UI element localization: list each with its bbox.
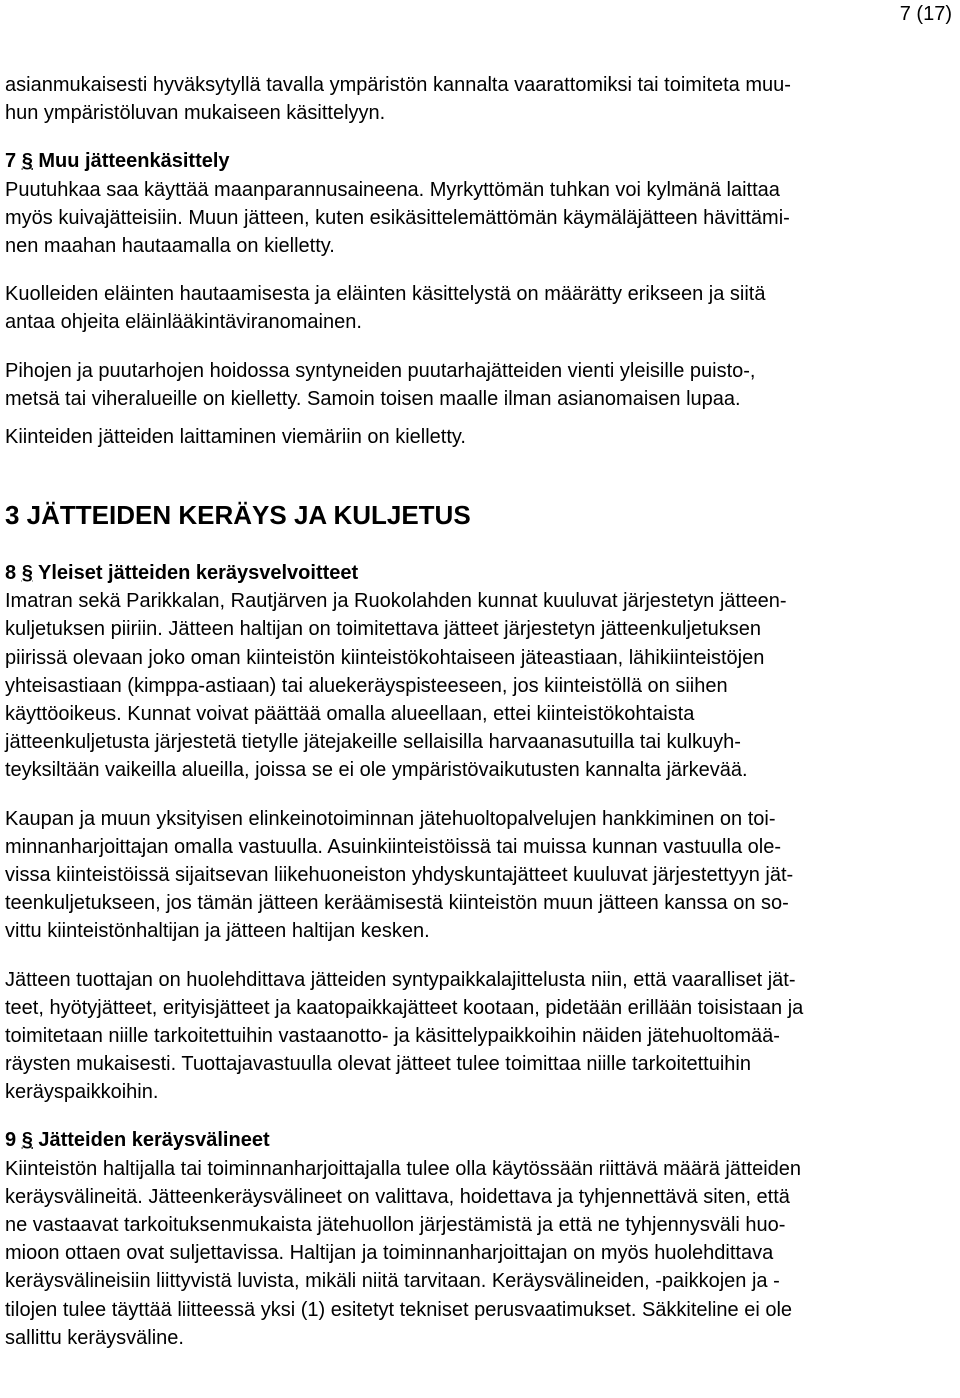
text-line: kuljetuksen piiriin. Jätteen haltijan on toimitettava jätteet järjestetyn jätteenkuljetuksen bbox=[5, 618, 761, 641]
section-title: Jätteiden keräysvälineet bbox=[32, 1129, 270, 1152]
section-sign: § bbox=[21, 1129, 33, 1152]
paragraph bbox=[5, 357, 955, 413]
text-line: hun ympäristöluvan mukaiseen käsittelyyn. bbox=[5, 102, 386, 125]
text-line: keräysvälineitä. Jätteenkeräysvälineet on valittava, hoidettava ja tyhjennettävä siten, että bbox=[5, 1185, 790, 1208]
text-line: Pihojen ja puutarhojen hoidossa syntyneiden puutarhajätteiden vienti yleisille puisto-, bbox=[5, 359, 756, 382]
text-line: Kiinteistön haltijalla tai toiminnanharjoittajalla tulee olla käytössään riittävä määrä jätteiden bbox=[5, 1157, 802, 1180]
text-line: käyttöoikeus. Kunnat voivat päättää omalla alueellaan, ettei kiinteistökohtaista bbox=[5, 703, 695, 725]
paragraph bbox=[5, 966, 955, 1107]
paragraph-gap bbox=[5, 260, 955, 280]
paragraph bbox=[5, 147, 955, 260]
text-line: Kaupan ja muun yksityisen elinkeinotoiminnan jätehuoltopalvelujen hankkiminen on toi- bbox=[5, 807, 776, 830]
paragraph-gap bbox=[5, 785, 955, 805]
text-line: Imatran sekä Parikkalan, Rautjärven ja Ruokolahden kunnat kuuluvat järjestetyn jätteen- bbox=[5, 590, 787, 613]
paragraph-gap bbox=[5, 337, 955, 357]
text-line: minnanharjoittajan omalla vastuulla. Asuinkiinteistöissä tai muissa kunnan vastuulla ole- bbox=[5, 835, 781, 858]
text-line: vissa kiinteistöissä sijaitsevan liikehuoneiston yhdyskuntajätteet kuuluvat järjestettyyn jät- bbox=[5, 863, 794, 886]
text-line: myös kuivajätteisiin. Muun jätteen, kuten esikäsittelemättömän käymäläjätteen hävittämi- bbox=[5, 206, 790, 229]
paragraph bbox=[5, 559, 955, 785]
text-line: Kuolleiden eläinten hautaamisesta ja eläinten käsittelystä on määrätty erikseen ja siitä bbox=[5, 283, 766, 306]
paragraph-gap bbox=[5, 127, 955, 147]
text-line: toimitetaan niille tarkoitettuihin vastaanotto- ja käsittelypaikkoihin näiden jätehuoltomää- bbox=[5, 1024, 780, 1047]
text-line: Jätteen tuottajan on huolehdittava jätteiden syntypaikkalajittelusta niin, että vaaralliset jät- bbox=[5, 968, 796, 991]
section-heading bbox=[5, 1126, 955, 1154]
text-line: ne vastaavat tarkoituksenmukaista jätehuollon järjestämistä ja että ne tyhjennysväli huo- bbox=[5, 1214, 786, 1236]
text-line: piirissä olevaan joko oman kiinteistön kiinteistökohtaiseen jäteastiaan, lähikiinteistöjen bbox=[5, 646, 765, 669]
paragraph-gap bbox=[5, 451, 955, 499]
text-line: jätteenkuljetusta järjestetä tietylle jätejakeille sellaisilla harvaanasutuilla tai kulkuyh- bbox=[5, 731, 741, 754]
paragraph bbox=[5, 280, 955, 336]
text-line: Puutuhkaa saa käyttää maanparannusaineena. Myrkyttömän tuhkan voi kylmänä laittaa bbox=[5, 178, 780, 201]
paragraph bbox=[5, 423, 955, 451]
document-body bbox=[5, 71, 955, 1352]
section-sign: § bbox=[21, 150, 33, 173]
text-line: antaa ohjeita eläinlääkintäviranomainen. bbox=[5, 311, 362, 334]
text-line: metsä tai viheralueille on kielletty. Samoin toisen maalle ilman asianomaisen lupaa. bbox=[5, 387, 741, 410]
section-number: 9 bbox=[5, 1129, 22, 1152]
text-line: keräysvälineisiin liittyvistä luvista, mikäli niitä tarvitaan. Keräysvälineiden, -paikkojen ja - bbox=[5, 1270, 780, 1293]
paragraph bbox=[5, 1126, 955, 1352]
text-line: teenkuljetukseen, jos tämän jätteen keräämisestä kiinteistön muun jätteen kanssa on so- bbox=[5, 892, 789, 915]
text-line: räysten mukaisesti. Tuottajavastuulla olevat jätteet tulee toimittaa niille tarkoitettuihin bbox=[5, 1053, 751, 1076]
text-line: yhteisastiaan (kimppa-astiaan) tai aluekeräyspisteeseen, jos kiinteistöllä on siihen bbox=[5, 674, 728, 697]
text-line: asianmukaisesti hyväksytyllä tavalla ympäristön kannalta vaarattomiksi tai toimiteta muu- bbox=[5, 74, 791, 96]
chapter-heading: 3 JÄTTEIDEN KERÄYS JA KULJETUS bbox=[5, 500, 471, 531]
section-heading bbox=[5, 147, 955, 175]
paragraph-gap bbox=[5, 946, 955, 966]
paragraph bbox=[5, 71, 955, 127]
text-line: vittu kiinteistönhaltijan ja jätteen haltijan kesken. bbox=[5, 920, 430, 943]
section-heading bbox=[5, 559, 955, 587]
paragraph bbox=[5, 805, 955, 946]
text-line: teet, hyötyjätteet, erityisjätteet ja kaatopaikkajätteet kootaan, pidetään erillään toisistaan ja bbox=[5, 996, 804, 1019]
text-line: tilojen tulee täyttää liitteessä yksi (1) esitetyt tekniset perusvaatimukset. Säkkiteline ei ole bbox=[5, 1298, 793, 1321]
paragraph-gap bbox=[5, 1106, 955, 1126]
section-number: 7 bbox=[5, 150, 22, 173]
page-number: 7 (17) bbox=[899, 3, 952, 25]
text-line: teyksiltään vaikeilla alueilla, joissa se ei ole ympäristövaikutusten kannalta järkevää. bbox=[5, 759, 748, 782]
section-title: Muu jätteenkäsittely bbox=[32, 150, 230, 173]
section-title: Yleiset jätteiden keräysvelvoitteet bbox=[32, 562, 359, 585]
paragraph-gap bbox=[5, 549, 955, 559]
text-line: mioon ottaen ovat suljettavissa. Haltijan ja toiminnanharjoittajan on myös huolehdittava bbox=[5, 1242, 774, 1265]
text-line: keräyspaikkoihin. bbox=[5, 1081, 159, 1104]
text-line: Kiinteiden jätteiden laittaminen viemäriin on kielletty. bbox=[5, 425, 466, 448]
paragraph-gap bbox=[5, 413, 955, 423]
text-line: nen maahan hautaamalla on kielletty. bbox=[5, 234, 335, 257]
section-number: 8 bbox=[5, 562, 22, 585]
text-line: sallittu keräysväline. bbox=[5, 1326, 184, 1349]
section-sign: § bbox=[21, 562, 33, 585]
